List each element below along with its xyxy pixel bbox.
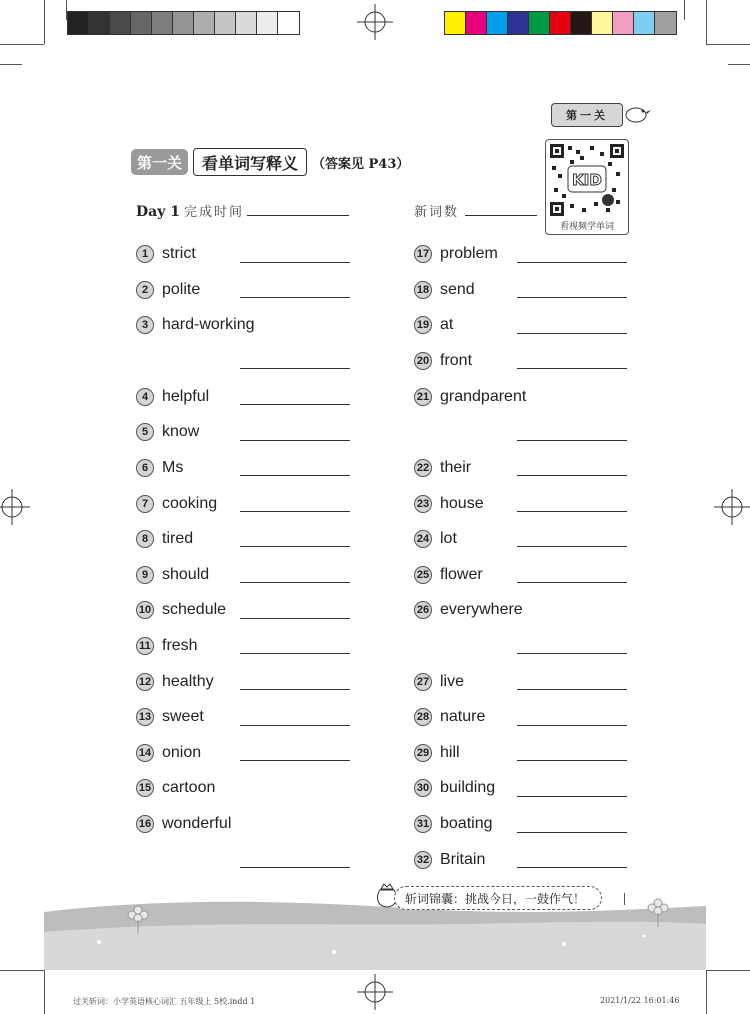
answer-reference: （答案见 P43） (312, 157, 410, 172)
word-entry (136, 707, 204, 727)
color-swatch (257, 12, 278, 34)
answer-line[interactable] (517, 582, 627, 583)
answer-line[interactable] (517, 725, 627, 726)
vocab-word: onion (162, 744, 202, 761)
word-entry (414, 351, 472, 371)
word-entry (136, 244, 196, 264)
answer-line[interactable] (517, 689, 627, 690)
page-title: 看单词写释义 (193, 148, 307, 176)
word-number-badge: 4 (136, 388, 154, 406)
time-field[interactable] (247, 215, 349, 216)
answer-line[interactable] (240, 582, 350, 583)
color-swatch (445, 12, 466, 34)
answer-line[interactable] (517, 796, 627, 797)
answer-line[interactable] (240, 511, 350, 512)
color-swatch (278, 12, 299, 34)
vocab-word: strict (162, 245, 196, 262)
word-entry (136, 778, 215, 798)
vocab-word: Britain (440, 851, 486, 868)
answer-line[interactable] (517, 262, 627, 263)
word-entry (414, 458, 471, 478)
color-swatch (236, 12, 257, 34)
word-number-badge: 19 (414, 316, 432, 334)
color-swatch (592, 12, 613, 34)
word-entry (136, 422, 199, 442)
color-swatch (529, 12, 550, 34)
qr-pattern-icon (550, 144, 624, 216)
vocab-word: nature (440, 708, 486, 725)
word-number-badge: 32 (414, 851, 432, 869)
word-number-badge: 14 (136, 744, 154, 762)
color-swatch-strip (444, 11, 677, 35)
word-entry (414, 244, 498, 264)
qr-caption: 看视频学单词 (559, 221, 614, 231)
word-entry (414, 315, 453, 335)
word-number-badge: 11 (136, 637, 154, 655)
color-swatch (550, 12, 571, 34)
vocab-word: front (440, 352, 473, 369)
vocab-word: polite (162, 281, 201, 298)
vocab-word: live (440, 673, 465, 690)
answer-line[interactable] (517, 760, 627, 761)
qr-code[interactable] (545, 139, 629, 235)
word-entry (414, 672, 464, 692)
color-swatch (655, 12, 676, 34)
new-word-count-label: 新词数 (414, 204, 460, 219)
answer-line[interactable] (517, 867, 627, 868)
word-entry (414, 565, 483, 585)
word-entry (136, 315, 254, 335)
word-entry (414, 600, 523, 620)
registration-mark-icon (357, 974, 393, 1010)
vocab-word: cooking (162, 495, 218, 512)
vocab-word: fresh (162, 637, 198, 654)
color-swatch (89, 12, 110, 34)
word-number-badge: 6 (136, 459, 154, 477)
color-swatch (68, 12, 89, 34)
color-swatch (152, 12, 173, 34)
answer-line[interactable] (517, 511, 627, 512)
time-label: 完成时间 (183, 205, 244, 220)
vocab-word: building (440, 779, 496, 796)
word-entry (136, 458, 183, 478)
answer-line[interactable] (240, 653, 350, 654)
divider (624, 893, 625, 905)
word-number-badge: 23 (414, 495, 432, 513)
word-entry (414, 778, 495, 798)
word-number-badge: 16 (136, 815, 154, 833)
vocab-word: healthy (162, 673, 214, 690)
answer-line[interactable] (240, 440, 350, 441)
answer-line[interactable] (517, 333, 627, 334)
word-entry (136, 494, 217, 514)
word-number-badge: 7 (136, 495, 154, 513)
color-swatch (571, 12, 592, 34)
vocab-word: flower (440, 566, 483, 583)
section-prefix: 第一关 (131, 149, 188, 175)
color-swatch (131, 12, 152, 34)
answer-line[interactable] (240, 760, 350, 761)
word-number-badge: 18 (414, 281, 432, 299)
color-swatch (110, 12, 131, 34)
word-number-badge: 21 (414, 388, 432, 406)
answer-line[interactable] (240, 725, 350, 726)
answer-line[interactable] (240, 368, 350, 369)
registration-mark-icon (714, 489, 750, 525)
answer-line[interactable] (240, 262, 350, 263)
word-entry (414, 814, 493, 834)
word-number-badge: 27 (414, 673, 432, 691)
word-number-badge: 5 (136, 423, 154, 441)
word-entry (136, 600, 226, 620)
vocab-word: hill (440, 744, 460, 761)
color-swatch (508, 12, 529, 34)
word-number-badge: 20 (414, 352, 432, 370)
answer-line[interactable] (240, 689, 350, 690)
qr-logo: KID (572, 171, 602, 189)
vocab-word: wonderful (162, 815, 232, 832)
vocab-word: lot (440, 530, 457, 547)
answer-line[interactable] (517, 546, 627, 547)
vocab-word: cartoon (162, 779, 216, 796)
word-entry (414, 850, 485, 870)
file-info: 过关斩词：小学英语核心词汇 五年级上 5校.indd 1 (73, 997, 256, 1006)
vocab-word: their (440, 459, 472, 476)
print-timestamp: 2021/1/22 16:01:46 (600, 996, 680, 1005)
word-number-badge: 25 (414, 566, 432, 584)
vocab-word: problem (440, 245, 498, 262)
answer-line[interactable] (517, 440, 627, 441)
word-entry (136, 672, 214, 692)
word-number-badge: 8 (136, 530, 154, 548)
vocab-word: grandparent (440, 388, 527, 405)
vocab-word: tired (162, 530, 194, 547)
word-number-badge: 17 (414, 245, 432, 263)
word-entry (136, 280, 200, 300)
answer-line[interactable] (240, 475, 350, 476)
word-number-badge: 15 (136, 779, 154, 797)
answer-line[interactable] (240, 546, 350, 547)
stage-tab: 第一关 (551, 103, 623, 127)
gray-swatch-strip (67, 11, 300, 35)
flower-icon (646, 897, 670, 927)
color-swatch (487, 12, 508, 34)
word-number-badge: 3 (136, 316, 154, 334)
vocab-word: hard-working (162, 316, 255, 333)
word-number-badge: 10 (136, 601, 154, 619)
color-swatch (466, 12, 487, 34)
answer-line[interactable] (517, 653, 627, 654)
word-entry (414, 707, 485, 727)
vocab-word: should (162, 566, 210, 583)
word-number-badge: 24 (414, 530, 432, 548)
vocab-word: everywhere (440, 601, 523, 618)
vocab-word: schedule (162, 601, 227, 618)
color-swatch (194, 12, 215, 34)
vocab-word: boating (440, 815, 493, 832)
word-number-badge: 26 (414, 601, 432, 619)
word-entry (136, 529, 193, 549)
vocab-word: sweet (162, 708, 204, 725)
vocab-word: house (440, 495, 484, 512)
color-swatch (173, 12, 194, 34)
answer-line[interactable] (240, 618, 350, 619)
answer-line[interactable] (517, 832, 627, 833)
word-number-badge: 9 (136, 566, 154, 584)
word-entry (414, 529, 457, 549)
word-entry (136, 565, 209, 585)
word-number-badge: 13 (136, 708, 154, 726)
answer-line[interactable] (240, 867, 350, 868)
word-number-badge: 22 (414, 459, 432, 477)
color-swatch (634, 12, 655, 34)
word-entry (136, 636, 198, 656)
answer-line[interactable] (517, 475, 627, 476)
word-number-badge: 30 (414, 779, 432, 797)
bird-doodle-icon (618, 101, 654, 125)
registration-mark-icon (0, 489, 30, 525)
word-entry (136, 387, 209, 407)
word-entry (136, 743, 201, 763)
day-number: Day 1 (136, 204, 180, 220)
color-swatch (215, 12, 236, 34)
registration-mark-icon (357, 4, 393, 40)
word-entry (136, 814, 231, 834)
word-entry (414, 280, 475, 300)
tip-banner: 斩词锦囊：挑战今日，一鼓作气！ (394, 886, 602, 910)
vocab-word: send (440, 281, 475, 298)
answer-line[interactable] (240, 404, 350, 405)
vocab-word: at (440, 316, 454, 333)
color-swatch (613, 12, 634, 34)
flower-icon (124, 904, 152, 934)
word-number-badge: 31 (414, 815, 432, 833)
answer-line[interactable] (517, 297, 627, 298)
vocab-word: Ms (162, 459, 184, 476)
word-entry (414, 387, 526, 407)
answer-line[interactable] (240, 297, 350, 298)
word-number-badge: 1 (136, 245, 154, 263)
new-word-count-field[interactable] (465, 215, 537, 216)
vocab-word: helpful (162, 388, 210, 405)
word-number-badge: 2 (136, 281, 154, 299)
word-number-badge: 28 (414, 708, 432, 726)
day-label (136, 201, 244, 220)
vocab-word: know (162, 423, 200, 440)
answer-line[interactable] (517, 368, 627, 369)
word-number-badge: 29 (414, 744, 432, 762)
word-entry (414, 494, 484, 514)
word-number-badge: 12 (136, 673, 154, 691)
word-entry (414, 743, 460, 763)
